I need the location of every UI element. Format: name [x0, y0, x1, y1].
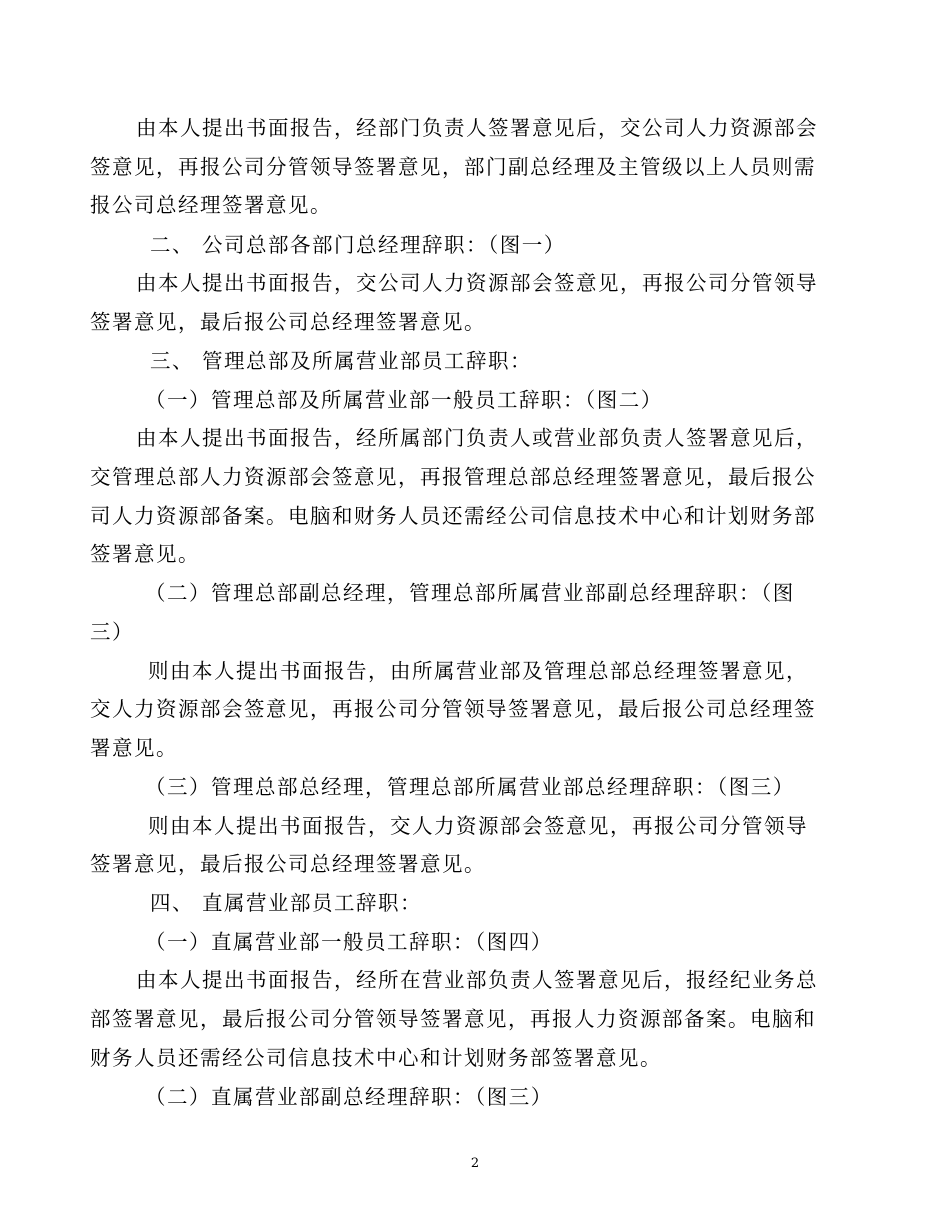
page-number: 2 — [470, 1156, 480, 1171]
paragraph-line: 署意见。 — [90, 736, 178, 760]
paragraph-line: 交管理总部人力资源部会签意见，再报管理总部总经理签署意见，最后报公 — [90, 465, 816, 489]
paragraph-line: 签意见，再报公司分管领导签署意见，部门副总经理及主管级以上人员则需 — [90, 155, 816, 179]
paragraph-line: 交人力资源部会签意见，再报公司分管领导签署意见，最后报公司总经理签 — [90, 697, 816, 721]
section-heading: 三、 管理总部及所属营业部员工辞职： — [150, 349, 533, 373]
subsection-heading: （二）直属营业部副总经理辞职：（图三） — [145, 1085, 553, 1109]
section-heading: 二、 公司总部各部门总经理辞职：（图一） — [150, 233, 566, 257]
paragraph-line: 由本人提出书面报告，经所在营业部负责人签署意见后，报经纪业务总 — [136, 968, 818, 992]
paragraph-line: 由本人提出书面报告，经所属部门负责人或营业部负责人签署意见后， — [136, 426, 818, 450]
paragraph-line: 司人力资源部备案。电脑和财务人员还需经公司信息技术中心和计划财务部 — [90, 504, 816, 528]
section-heading: 四、 直属营业部员工辞职： — [150, 891, 423, 915]
paragraph-line: 报公司总经理签署意见。 — [90, 193, 332, 217]
subsection-heading: （二）管理总部副总经理，管理总部所属营业部副总经理辞职：（图 — [145, 581, 795, 605]
paragraph-line: 财务人员还需经公司信息技术中心和计划财务部签署意见。 — [90, 1046, 662, 1070]
paragraph-line: 则由本人提出书面报告，交人力资源部会签意见，再报公司分管领导 — [148, 814, 808, 838]
paragraph-line: 则由本人提出书面报告，由所属营业部及管理总部总经理签署意见， — [148, 659, 808, 683]
subsection-heading: （一）管理总部及所属营业部一般员工辞职：（图二） — [145, 388, 663, 412]
subsection-heading: 三） — [90, 620, 134, 644]
paragraph-line: 签署意见，最后报公司总经理签署意见。 — [90, 310, 486, 334]
paragraph-line: 签署意见，最后报公司总经理签署意见。 — [90, 852, 486, 876]
subsection-heading: （三）管理总部总经理，管理总部所属营业部总经理辞职：（图三） — [145, 775, 795, 799]
paragraph-line: 部签署意见，最后报公司分管领导签署意见，再报人力资源部备案。电脑和 — [90, 1007, 816, 1031]
paragraph-line: 由本人提出书面报告，经部门负责人签署意见后，交公司人力资源部会 — [136, 116, 818, 140]
paragraph-line: 签署意见。 — [90, 542, 200, 566]
paragraph-line: 由本人提出书面报告，交公司人力资源部会签意见，再报公司分管领导 — [136, 271, 818, 295]
subsection-heading: （一）直属营业部一般员工辞职：（图四） — [145, 930, 553, 954]
